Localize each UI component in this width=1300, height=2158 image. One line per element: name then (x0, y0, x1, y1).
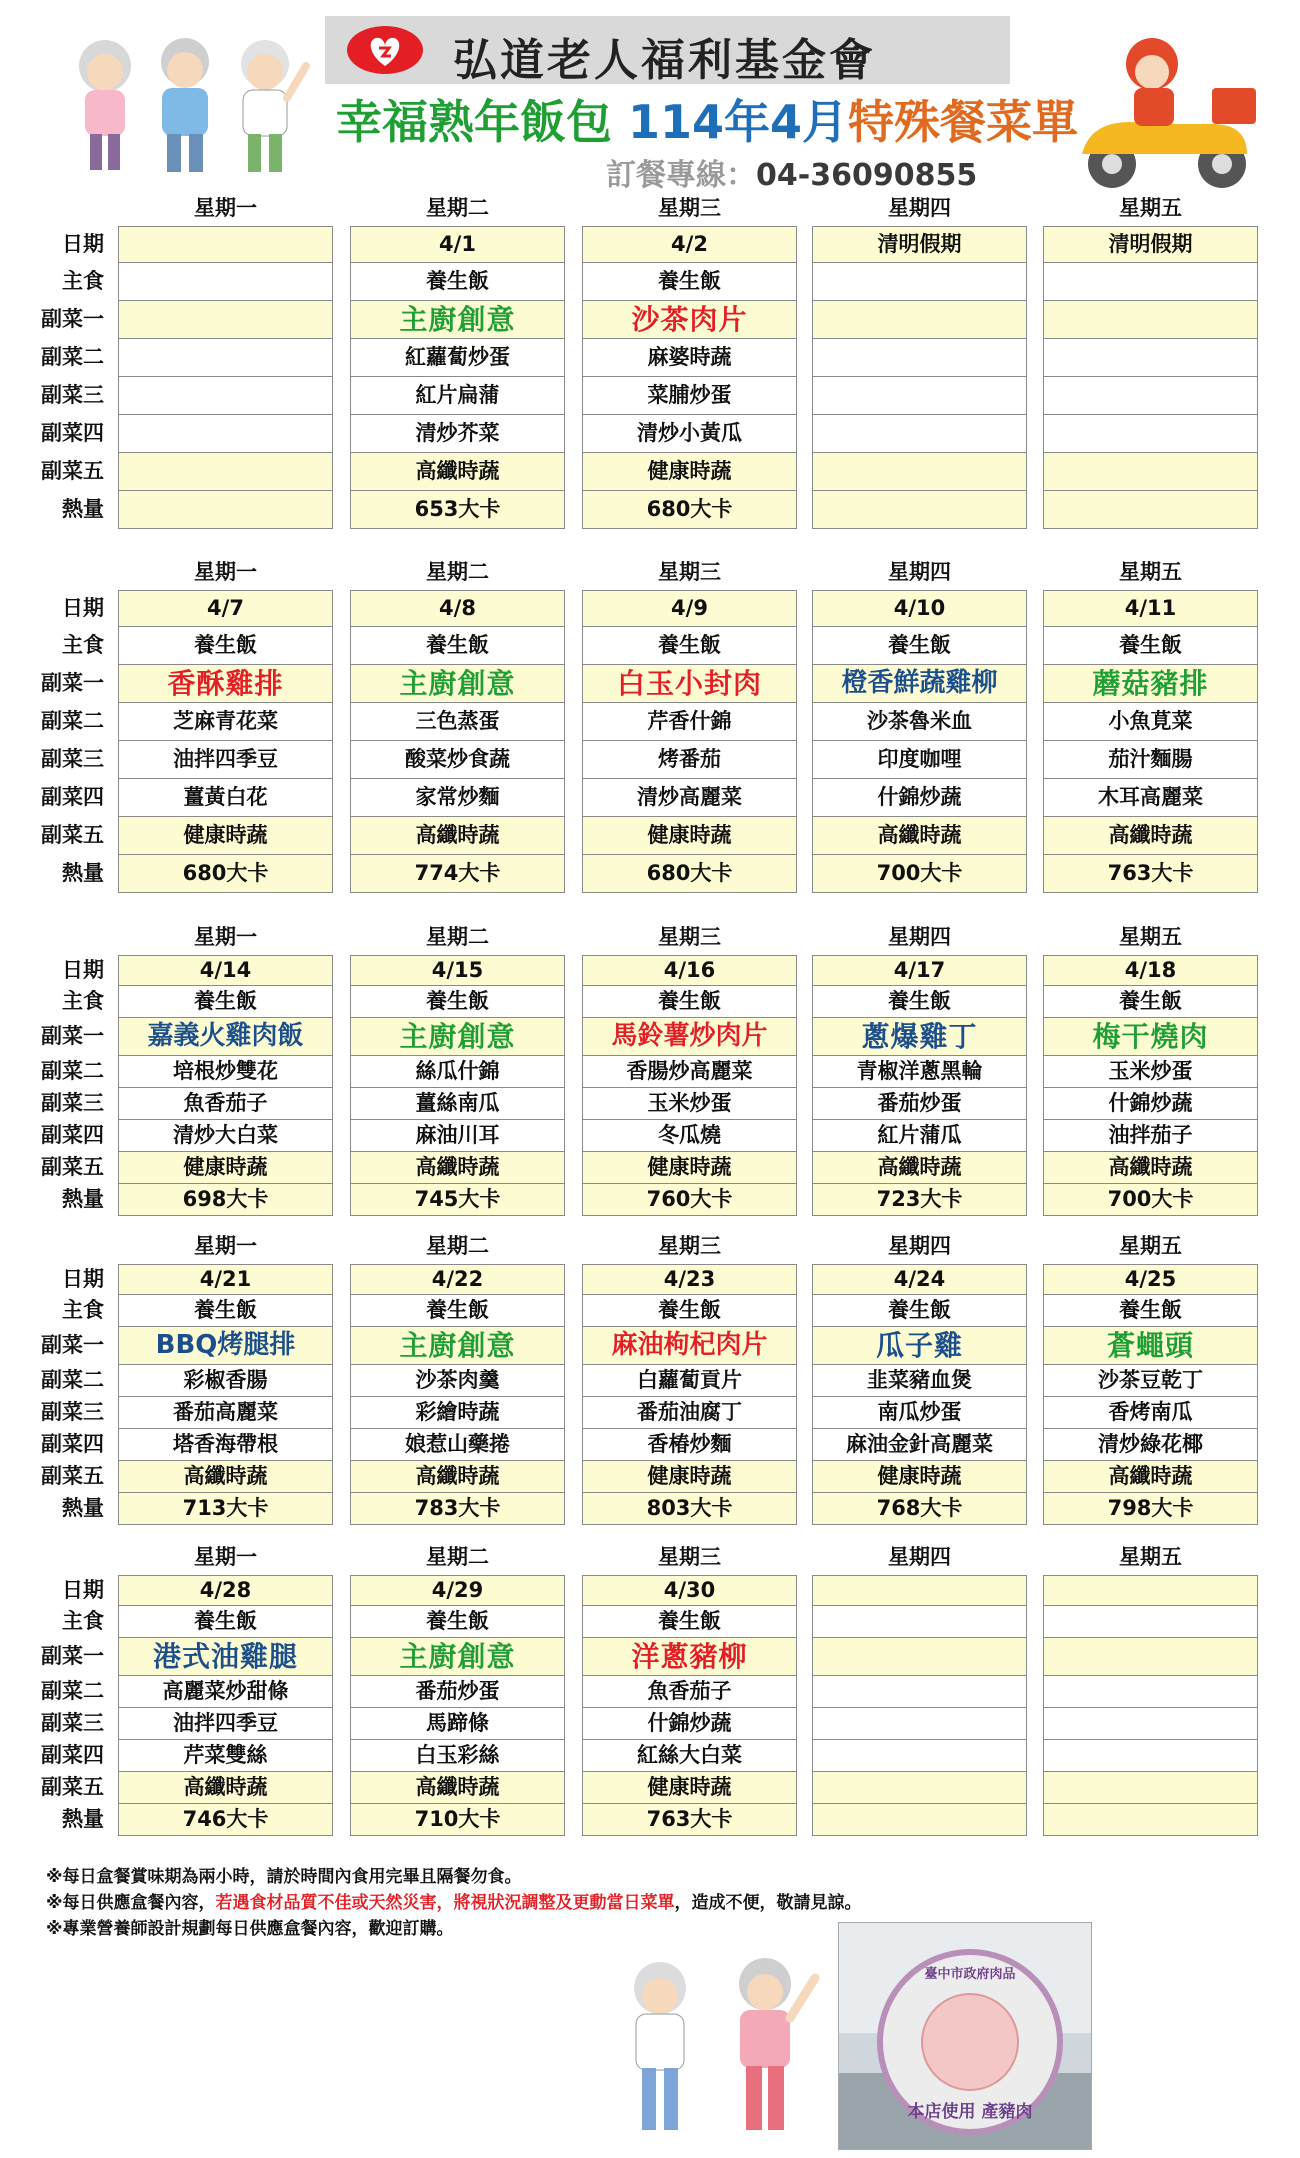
side-dish-cell: 健康時蔬 (582, 452, 797, 491)
side-dish-cell (812, 1675, 1027, 1708)
date-cell: 4/21 (118, 1264, 333, 1295)
side-dish-cell: 清炒綠花椰 (1043, 1428, 1258, 1461)
side-dish-cell: 高纖時蔬 (350, 452, 565, 491)
side-dish-cell (1043, 338, 1258, 377)
date-cell: 4/17 (812, 955, 1027, 986)
row-label: 主食 (62, 989, 104, 1013)
side-dish-cell: 高纖時蔬 (1043, 1151, 1258, 1184)
side-dish-cell: 高纖時蔬 (1043, 816, 1258, 855)
date-cell: 4/29 (350, 1575, 565, 1606)
main-dish-cell (812, 1637, 1027, 1676)
weekday-header: 星期二 (426, 925, 489, 949)
side-dish-cell (1043, 1739, 1258, 1772)
row-label: 副菜三 (41, 747, 104, 771)
calorie-cell: 710大卡 (350, 1803, 565, 1836)
calorie-cell (118, 490, 333, 529)
side-dish-cell: 清炒大白菜 (118, 1119, 333, 1152)
side-dish-cell: 番茄炒蛋 (350, 1675, 565, 1708)
date-cell: 4/25 (1043, 1264, 1258, 1295)
calorie-cell: 700大卡 (1043, 1183, 1258, 1216)
date-cell: 4/9 (582, 590, 797, 627)
order-hotline (606, 150, 977, 194)
calorie-cell: 680大卡 (582, 854, 797, 893)
calorie-cell: 680大卡 (582, 490, 797, 529)
calorie-cell: 745大卡 (350, 1183, 565, 1216)
weekday-header: 星期三 (658, 1545, 721, 1569)
side-dish-cell: 青椒洋蔥黑輪 (812, 1055, 1027, 1088)
row-label: 熱量 (62, 1187, 104, 1211)
row-label: 副菜五 (41, 1155, 104, 1179)
main-dish-cell: 主廚創意 (350, 664, 565, 703)
side-dish-cell: 健康時蔬 (582, 1151, 797, 1184)
org-name: 弘道老人福利基金會 (453, 35, 876, 86)
date-cell: 4/23 (582, 1264, 797, 1295)
date-cell: 4/10 (812, 590, 1027, 627)
date-cell: 4/22 (350, 1264, 565, 1295)
side-dish-cell (812, 452, 1027, 491)
row-label: 主食 (62, 269, 104, 293)
calorie-cell: 763大卡 (1043, 854, 1258, 893)
row-label: 日期 (62, 232, 104, 256)
main-dish-cell (1043, 1637, 1258, 1676)
side-dish-cell: 健康時蔬 (582, 1771, 797, 1804)
main-dish-cell: 主廚創意 (350, 300, 565, 339)
notes (46, 1864, 862, 1942)
row-label: 副菜二 (41, 1059, 104, 1083)
side-dish-cell: 高纖時蔬 (1043, 1460, 1258, 1493)
staple-cell: 養生飯 (582, 985, 797, 1018)
elderly-couple-illustration (600, 1948, 840, 2148)
date-cell: 4/24 (812, 1264, 1027, 1295)
staple-cell: 養生飯 (812, 626, 1027, 665)
row-label: 熱量 (62, 497, 104, 521)
side-dish-cell: 番茄油腐丁 (582, 1396, 797, 1429)
side-dish-cell: 高麗菜炒甜條 (118, 1675, 333, 1708)
staple-cell (1043, 1605, 1258, 1638)
side-dish-cell: 木耳高麗菜 (1043, 778, 1258, 817)
row-label: 日期 (62, 958, 104, 982)
note-line-2 (46, 1890, 862, 1916)
calorie-cell (1043, 1803, 1258, 1836)
side-dish-cell: 小魚莧菜 (1043, 702, 1258, 741)
side-dish-cell: 清炒小黃瓜 (582, 414, 797, 453)
weekday-header: 星期一 (194, 1545, 257, 1569)
side-dish-cell: 香椿炒麵 (582, 1428, 797, 1461)
main-dish-cell: 港式油雞腿 (118, 1637, 333, 1676)
side-dish-cell: 高纖時蔬 (350, 1771, 565, 1804)
side-dish-cell: 紅片蒲瓜 (812, 1119, 1027, 1152)
calorie-cell: 768大卡 (812, 1492, 1027, 1525)
hotline-number: 04-36090855 (756, 158, 978, 193)
side-dish-cell: 沙茶肉羹 (350, 1364, 565, 1397)
main-dish-cell: 洋蔥豬柳 (582, 1637, 797, 1676)
staple-cell: 養生飯 (582, 626, 797, 665)
row-label: 副菜五 (41, 823, 104, 847)
note-line-2-a: ※每日供應盒餐內容， (46, 1893, 216, 1913)
weekday-header: 星期二 (426, 1545, 489, 1569)
title-part-1: 幸福熟年飯包 (336, 95, 629, 149)
calorie-cell: 653大卡 (350, 490, 565, 529)
side-dish-cell (812, 338, 1027, 377)
row-label: 副菜五 (41, 459, 104, 483)
staple-cell: 養生飯 (350, 626, 565, 665)
weekday-header: 星期二 (426, 196, 489, 220)
side-dish-cell (812, 1771, 1027, 1804)
staple-cell: 養生飯 (582, 1605, 797, 1638)
side-dish-cell: 三色蒸蛋 (350, 702, 565, 741)
weekday-header: 星期四 (888, 1545, 951, 1569)
weekday-header: 星期三 (658, 1234, 721, 1258)
date-cell (812, 1575, 1027, 1606)
org-banner (325, 16, 1010, 84)
main-dish-cell (1043, 300, 1258, 339)
row-label: 熱量 (62, 1807, 104, 1831)
weekday-header: 星期一 (194, 560, 257, 584)
date-cell: 4/15 (350, 955, 565, 986)
staple-cell: 養生飯 (582, 262, 797, 301)
side-dish-cell: 魚香茄子 (582, 1675, 797, 1708)
page-title (336, 86, 1078, 152)
weekday-header: 星期一 (194, 1234, 257, 1258)
staple-cell: 養生飯 (118, 626, 333, 665)
side-dish-cell: 什錦炒蔬 (582, 1707, 797, 1740)
note-line-3: ※專業營養師設計規劃每日供應盒餐內容，歡迎訂購。 (46, 1919, 454, 1939)
date-cell: 4/11 (1043, 590, 1258, 627)
side-dish-cell: 番茄炒蛋 (812, 1087, 1027, 1120)
weekday-header: 星期一 (194, 925, 257, 949)
row-label: 副菜二 (41, 1368, 104, 1392)
main-dish-cell: 嘉義火雞肉飯 (118, 1017, 333, 1056)
date-cell: 4/18 (1043, 955, 1258, 986)
row-label: 日期 (62, 596, 104, 620)
staple-cell: 養生飯 (812, 985, 1027, 1018)
calorie-cell (812, 490, 1027, 529)
date-cell: 4/14 (118, 955, 333, 986)
staple-cell: 養生飯 (1043, 626, 1258, 665)
side-dish-cell: 家常炒麵 (350, 778, 565, 817)
side-dish-cell: 韭菜豬血煲 (812, 1364, 1027, 1397)
side-dish-cell: 健康時蔬 (812, 1460, 1027, 1493)
main-dish-cell: 主廚創意 (350, 1017, 565, 1056)
pork-certification-seal (877, 1949, 1063, 2135)
main-dish-cell: BBQ烤腿排 (118, 1326, 333, 1365)
title-part-2: 114年4月 (628, 95, 849, 149)
date-cell: 4/28 (118, 1575, 333, 1606)
calorie-cell: 698大卡 (118, 1183, 333, 1216)
hotline-label: 訂餐專線： (606, 158, 756, 193)
side-dish-cell: 清炒芥菜 (350, 414, 565, 453)
side-dish-cell: 薑黃白花 (118, 778, 333, 817)
side-dish-cell: 魚香茄子 (118, 1087, 333, 1120)
weekday-header: 星期四 (888, 196, 951, 220)
side-dish-cell: 番茄高麗菜 (118, 1396, 333, 1429)
staple-cell: 養生飯 (118, 1605, 333, 1638)
main-dish-cell (812, 300, 1027, 339)
side-dish-cell: 茄汁麵腸 (1043, 740, 1258, 779)
staple-cell: 養生飯 (350, 1605, 565, 1638)
side-dish-cell: 沙茶魯米血 (812, 702, 1027, 741)
row-label: 副菜五 (41, 1775, 104, 1799)
staple-cell (812, 262, 1027, 301)
side-dish-cell: 麻婆時蔬 (582, 338, 797, 377)
side-dish-cell: 健康時蔬 (118, 1151, 333, 1184)
side-dish-cell: 白玉彩絲 (350, 1739, 565, 1772)
delivery-scooter-illustration (1062, 24, 1262, 194)
side-dish-cell: 白蘿蔔貢片 (582, 1364, 797, 1397)
weekday-header: 星期二 (426, 1234, 489, 1258)
date-cell: 4/2 (582, 226, 797, 263)
side-dish-cell: 油拌四季豆 (118, 1707, 333, 1740)
calorie-cell: 760大卡 (582, 1183, 797, 1216)
side-dish-cell (1043, 452, 1258, 491)
row-label: 副菜三 (41, 383, 104, 407)
note-line-2-c: ，造成不便，敬請見諒。 (674, 1893, 862, 1913)
date-cell: 清明假期 (1043, 226, 1258, 263)
staple-cell (1043, 262, 1258, 301)
weekday-header: 星期二 (426, 560, 489, 584)
side-dish-cell: 南瓜炒蛋 (812, 1396, 1027, 1429)
staple-cell: 養生飯 (350, 985, 565, 1018)
calorie-cell (1043, 490, 1258, 529)
staple-cell: 養生飯 (1043, 1294, 1258, 1327)
side-dish-cell: 健康時蔬 (118, 816, 333, 855)
main-dish-cell: 瓜子雞 (812, 1326, 1027, 1365)
row-label: 日期 (62, 1578, 104, 1602)
side-dish-cell: 馬蹄條 (350, 1707, 565, 1740)
calorie-cell: 798大卡 (1043, 1492, 1258, 1525)
side-dish-cell: 麻油川耳 (350, 1119, 565, 1152)
side-dish-cell: 油拌四季豆 (118, 740, 333, 779)
row-label: 副菜一 (41, 1644, 104, 1668)
side-dish-cell: 高纖時蔬 (118, 1771, 333, 1804)
title-part-3: 特殊餐菜單 (848, 95, 1079, 149)
weekday-header: 星期三 (658, 560, 721, 584)
main-dish-cell: 麻油枸杞肉片 (582, 1326, 797, 1365)
calorie-cell: 774大卡 (350, 854, 565, 893)
seal-bottom-text: 本店使用 產豬肉 (907, 2102, 1033, 2122)
row-label: 主食 (62, 1609, 104, 1633)
calorie-cell: 746大卡 (118, 1803, 333, 1836)
main-dish-cell: 蒼蠅頭 (1043, 1326, 1258, 1365)
side-dish-cell: 玉米炒蛋 (1043, 1055, 1258, 1088)
staple-cell: 養生飯 (118, 1294, 333, 1327)
row-label: 副菜四 (41, 1123, 104, 1147)
row-label: 日期 (62, 1267, 104, 1291)
note-line-1: ※每日盒餐賞味期為兩小時，請於時間內食用完畢且隔餐勿食。 (46, 1867, 522, 1887)
date-cell: 4/7 (118, 590, 333, 627)
main-dish-cell: 主廚創意 (350, 1637, 565, 1676)
weekday-header: 星期四 (888, 925, 951, 949)
side-dish-cell: 薑絲南瓜 (350, 1087, 565, 1120)
date-cell: 4/16 (582, 955, 797, 986)
row-label: 副菜二 (41, 345, 104, 369)
side-dish-cell: 培根炒雙花 (118, 1055, 333, 1088)
side-dish-cell (1043, 376, 1258, 415)
calorie-cell: 803大卡 (582, 1492, 797, 1525)
staple-cell: 養生飯 (1043, 985, 1258, 1018)
side-dish-cell: 紅片扁蒲 (350, 376, 565, 415)
weekday-header: 星期三 (658, 925, 721, 949)
date-cell: 4/1 (350, 226, 565, 263)
side-dish-cell: 高纖時蔬 (118, 1460, 333, 1493)
side-dish-cell: 紅絲大白菜 (582, 1739, 797, 1772)
calorie-cell: 783大卡 (350, 1492, 565, 1525)
side-dish-cell: 芹香什錦 (582, 702, 797, 741)
side-dish-cell (812, 1739, 1027, 1772)
side-dish-cell (118, 414, 333, 453)
staple-cell: 養生飯 (582, 1294, 797, 1327)
calorie-cell (812, 1803, 1027, 1836)
calorie-cell: 713大卡 (118, 1492, 333, 1525)
staple-cell (812, 1605, 1027, 1638)
main-dish-cell: 馬鈴薯炒肉片 (582, 1017, 797, 1056)
calorie-cell: 680大卡 (118, 854, 333, 893)
weekday-header: 星期五 (1119, 925, 1182, 949)
weekday-header: 星期一 (194, 196, 257, 220)
weekday-header: 星期五 (1119, 560, 1182, 584)
pig-icon (921, 1993, 1019, 2091)
date-cell: 清明假期 (812, 226, 1027, 263)
seal-top-text: 臺中市政府肉品 (924, 1967, 1016, 1982)
main-dish-cell: 蔥爆雞丁 (812, 1017, 1027, 1056)
calorie-cell: 700大卡 (812, 854, 1027, 893)
side-dish-cell: 印度咖哩 (812, 740, 1027, 779)
row-label: 副菜五 (41, 1464, 104, 1488)
row-label: 副菜四 (41, 1743, 104, 1767)
row-label: 副菜四 (41, 785, 104, 809)
certified-pork-photo (838, 1922, 1092, 2150)
calorie-cell: 723大卡 (812, 1183, 1027, 1216)
weekday-header: 星期五 (1119, 196, 1182, 220)
side-dish-cell: 香烤南瓜 (1043, 1396, 1258, 1429)
side-dish-cell (118, 376, 333, 415)
calorie-cell: 763大卡 (582, 1803, 797, 1836)
row-label: 副菜三 (41, 1091, 104, 1115)
row-label: 主食 (62, 1298, 104, 1322)
weekday-header: 星期四 (888, 560, 951, 584)
date-cell (118, 226, 333, 263)
elderly-group-illustration (60, 26, 310, 176)
side-dish-cell (1043, 1771, 1258, 1804)
side-dish-cell (812, 414, 1027, 453)
date-cell (1043, 1575, 1258, 1606)
side-dish-cell (118, 452, 333, 491)
side-dish-cell: 麻油金針高麗菜 (812, 1428, 1027, 1461)
side-dish-cell: 香腸炒高麗菜 (582, 1055, 797, 1088)
side-dish-cell: 高纖時蔬 (350, 1151, 565, 1184)
main-dish-cell: 橙香鮮蔬雞柳 (812, 664, 1027, 703)
note-line-2-warning: 若遇食材品質不佳或天然災害，將視狀況調整及更動當日菜單 (215, 1893, 675, 1913)
main-dish-cell: 沙茶肉片 (582, 300, 797, 339)
side-dish-cell: 彩繪時蔬 (350, 1396, 565, 1429)
side-dish-cell: 娘惹山藥捲 (350, 1428, 565, 1461)
side-dish-cell: 油拌茄子 (1043, 1119, 1258, 1152)
main-dish-cell (118, 300, 333, 339)
main-dish-cell: 蘑菇豬排 (1043, 664, 1258, 703)
side-dish-cell (1043, 1707, 1258, 1740)
main-dish-cell: 白玉小封肉 (582, 664, 797, 703)
side-dish-cell (812, 376, 1027, 415)
side-dish-cell: 什錦炒蔬 (812, 778, 1027, 817)
side-dish-cell: 菜脯炒蛋 (582, 376, 797, 415)
row-label: 副菜一 (41, 307, 104, 331)
heart-logo-icon (343, 22, 427, 78)
row-label: 副菜一 (41, 671, 104, 695)
side-dish-cell (1043, 414, 1258, 453)
side-dish-cell (118, 338, 333, 377)
row-label: 副菜一 (41, 1024, 104, 1048)
row-label: 副菜三 (41, 1400, 104, 1424)
date-cell: 4/8 (350, 590, 565, 627)
staple-cell: 養生飯 (812, 1294, 1027, 1327)
side-dish-cell: 彩椒香腸 (118, 1364, 333, 1397)
side-dish-cell: 絲瓜什錦 (350, 1055, 565, 1088)
staple-cell (118, 262, 333, 301)
row-label: 熱量 (62, 861, 104, 885)
side-dish-cell: 玉米炒蛋 (582, 1087, 797, 1120)
weekday-header: 星期五 (1119, 1234, 1182, 1258)
side-dish-cell: 健康時蔬 (582, 1460, 797, 1493)
side-dish-cell: 高纖時蔬 (350, 1460, 565, 1493)
row-label: 熱量 (62, 1496, 104, 1520)
main-dish-cell: 梅干燒肉 (1043, 1017, 1258, 1056)
side-dish-cell (1043, 1675, 1258, 1708)
weekday-header: 星期五 (1119, 1545, 1182, 1569)
row-label: 副菜三 (41, 1711, 104, 1735)
row-label: 副菜一 (41, 1333, 104, 1357)
staple-cell: 養生飯 (350, 1294, 565, 1327)
row-label: 主食 (62, 633, 104, 657)
side-dish-cell: 塔香海帶根 (118, 1428, 333, 1461)
row-label: 副菜四 (41, 1432, 104, 1456)
side-dish-cell: 芹菜雙絲 (118, 1739, 333, 1772)
side-dish-cell: 冬瓜燒 (582, 1119, 797, 1152)
side-dish-cell: 清炒高麗菜 (582, 778, 797, 817)
side-dish-cell: 什錦炒蔬 (1043, 1087, 1258, 1120)
weekday-header: 星期三 (658, 196, 721, 220)
main-dish-cell: 主廚創意 (350, 1326, 565, 1365)
side-dish-cell: 高纖時蔬 (812, 816, 1027, 855)
side-dish-cell: 沙茶豆乾丁 (1043, 1364, 1258, 1397)
row-label: 副菜二 (41, 709, 104, 733)
weekday-header: 星期四 (888, 1234, 951, 1258)
side-dish-cell: 高纖時蔬 (350, 816, 565, 855)
row-label: 副菜四 (41, 421, 104, 445)
side-dish-cell: 芝麻青花菜 (118, 702, 333, 741)
side-dish-cell: 酸菜炒食蔬 (350, 740, 565, 779)
row-label: 副菜二 (41, 1679, 104, 1703)
side-dish-cell: 紅蘿蔔炒蛋 (350, 338, 565, 377)
side-dish-cell: 高纖時蔬 (812, 1151, 1027, 1184)
side-dish-cell (812, 1707, 1027, 1740)
date-cell: 4/30 (582, 1575, 797, 1606)
main-dish-cell: 香酥雞排 (118, 664, 333, 703)
page-header (0, 0, 1300, 200)
staple-cell: 養生飯 (118, 985, 333, 1018)
side-dish-cell: 健康時蔬 (582, 816, 797, 855)
staple-cell: 養生飯 (350, 262, 565, 301)
side-dish-cell: 烤番茄 (582, 740, 797, 779)
